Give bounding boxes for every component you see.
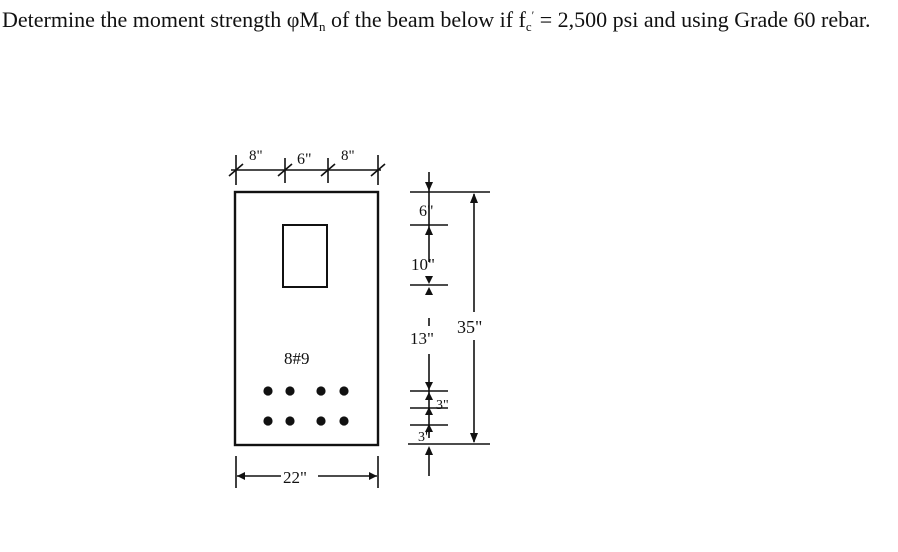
top-dim-label-left: 8"	[249, 148, 263, 164]
dim-label-6in: 6"	[419, 203, 434, 220]
fc-subscript: c	[525, 19, 532, 34]
rebar-bar	[339, 386, 348, 395]
top-dim-label-right: 8"	[341, 148, 355, 164]
problem-text-1: Determine the moment strength	[2, 7, 287, 32]
rebar-bar	[285, 386, 294, 395]
rebar-bar	[263, 416, 272, 425]
dim-label-3in-upper: 3"	[436, 398, 449, 413]
beam-section-outline	[235, 192, 378, 445]
moment-subscript: n	[318, 19, 326, 34]
dim-label-10in: 10"	[411, 255, 435, 274]
phi-symbol: φ	[286, 7, 300, 32]
moment-symbol: M	[299, 7, 319, 32]
dim-label-13in: 13"	[410, 329, 434, 348]
rebar-bar	[263, 386, 272, 395]
rebar-bar	[316, 416, 325, 425]
rebar-label: 8#9	[284, 349, 310, 368]
problem-text-2: of the beam below if f	[325, 7, 526, 32]
hollow-core-outline	[283, 225, 327, 287]
problem-text-3: = 2,500 psi and using Grade 60 rebar.	[534, 7, 871, 32]
rebar-bar	[339, 416, 348, 425]
top-dim-label-middle: 6"	[297, 151, 312, 168]
width-label: 22"	[283, 468, 307, 487]
rebar-bar	[316, 386, 325, 395]
total-depth-label: 35"	[457, 317, 483, 337]
rebar-bar	[285, 416, 294, 425]
fc-prime: ′	[531, 8, 535, 22]
dim-label-3in-lower: 3"	[418, 430, 431, 445]
